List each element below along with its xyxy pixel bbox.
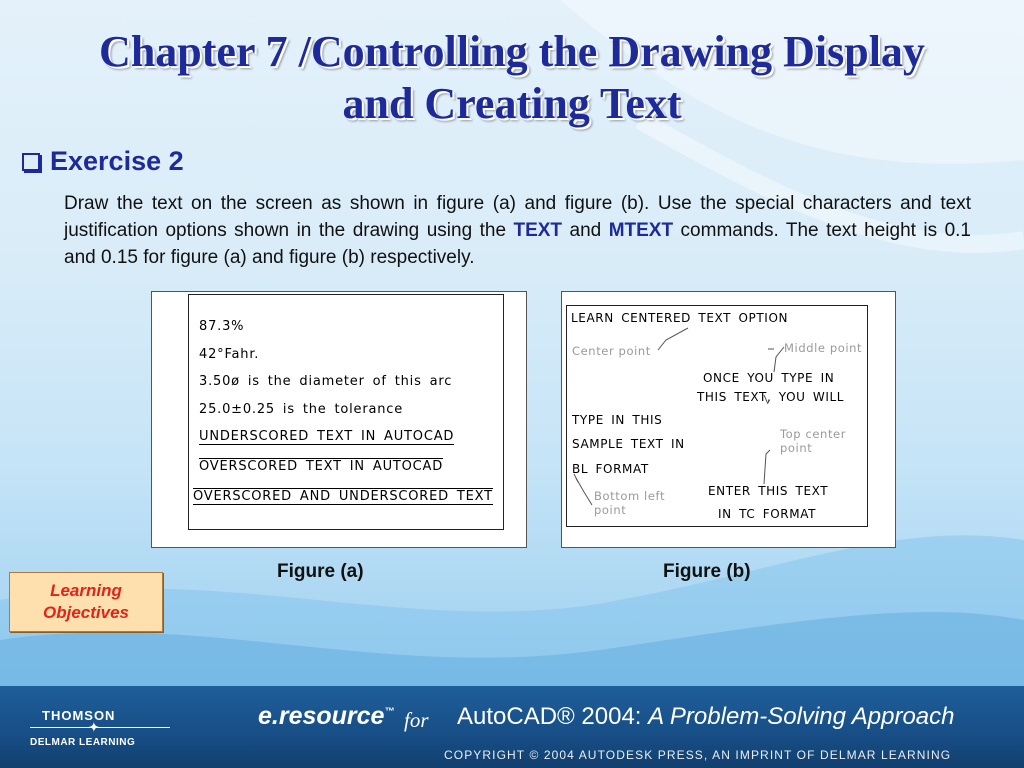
book-title-plain: AutoCAD® 2004: (457, 703, 642, 730)
instructions-part1: Draw the text on the screen as shown in figure (a) and figure (b). Use the special characters and text justification options shown in the drawing using the (64, 193, 971, 241)
instructions-part2: commands. The text height is 0.1 and 0.15 for figure (a) and figure (b) respectively. (64, 220, 971, 268)
learning-objectives-line1: Learning (50, 581, 122, 600)
keyword-mtext: MTEXT (608, 220, 674, 241)
keyword-text: TEXT (513, 220, 563, 241)
figure-b (561, 291, 896, 548)
slide-title-line2: and Creating Text (342, 79, 682, 128)
exercise-heading (22, 146, 184, 177)
figure-b-bl-text-line3: BL FORMAT (572, 462, 649, 476)
eresource-brand (258, 702, 394, 731)
figure-a-line-tolerance: 25.0±0.25 is the tolerance (199, 402, 404, 417)
figure-a-line-percent: 87.3% (199, 319, 245, 334)
caption-figure-a: Figure (a) (277, 561, 364, 582)
figure-b-middle-text-line2: THIS TEXT, YOU WILL (697, 390, 845, 404)
learning-objectives-button[interactable] (9, 572, 163, 632)
copyright-notice: COPYRIGHT © 2004 AUTODESK PRESS, AN IMPRINT OF DELMAR LEARNING (444, 748, 952, 762)
slide-title-line1: Chapter 7 /Controlling the Drawing Display (99, 27, 925, 76)
publisher-logo-thomson: THOMSON (42, 708, 116, 723)
figure-a-line-underscored: UNDERSCORED TEXT IN AUTOCAD (199, 429, 455, 444)
figure-b-bottom-left-note (594, 489, 665, 517)
learning-objectives-line2: Objectives (43, 603, 129, 622)
publisher-star-icon: ✦ (88, 719, 100, 735)
exercise-instructions (64, 190, 971, 271)
book-title (457, 703, 955, 731)
eresource-tm: ™ (384, 706, 395, 718)
figure-b-middle-text-line1: ONCE YOU TYPE IN (703, 371, 835, 385)
figure-b-center-point-note: Center point (572, 344, 651, 358)
footer-for: for (404, 708, 429, 732)
figure-a-line-degree: 42°Fahr. (199, 347, 260, 362)
caption-figure-b: Figure (b) (663, 561, 751, 582)
exercise-heading-label: Exercise 2 (50, 146, 184, 176)
figure-b-bottom-left-note-line2: point (594, 503, 627, 517)
figure-a-drawing-border (188, 294, 504, 530)
figure-a (151, 291, 527, 548)
figure-a-line-overscored: OVERSCORED TEXT IN AUTOCAD (199, 459, 444, 474)
footer-banner (0, 686, 1024, 768)
figure-b-centered-text: LEARN CENTERED TEXT OPTION (571, 311, 789, 325)
instructions-and: and (569, 220, 602, 241)
figure-b-tc-text-line2: IN TC FORMAT (718, 507, 816, 521)
figure-b-bl-text-line1: TYPE IN THIS (572, 413, 663, 427)
figure-b-middle-point-note: Middle point (784, 341, 863, 355)
publisher-logo-rule (30, 727, 170, 728)
figure-b-top-center-note-line1: Top center (780, 427, 847, 441)
checkbox-bullet-icon (22, 153, 40, 171)
figure-b-top-center-note-line2: point (780, 441, 813, 455)
book-title-italic: A Problem-Solving Approach (648, 703, 955, 730)
figure-b-tc-text-line1: ENTER THIS TEXT (708, 484, 829, 498)
figure-b-bottom-left-note-line1: Bottom left (594, 489, 666, 503)
figure-a-line-diameter: 3.50ø is the diameter of this arc (199, 374, 453, 389)
slide-title (0, 26, 1024, 130)
figure-b-bl-text-line2: SAMPLE TEXT IN (572, 437, 685, 451)
figure-b-top-center-note (780, 427, 846, 455)
figure-a-line-over-underscored: OVERSCORED AND UNDERSCORED TEXT (193, 489, 493, 504)
eresource-text: e.resource (258, 702, 385, 730)
publisher-logo-delmar: DELMAR LEARNING (30, 737, 136, 748)
